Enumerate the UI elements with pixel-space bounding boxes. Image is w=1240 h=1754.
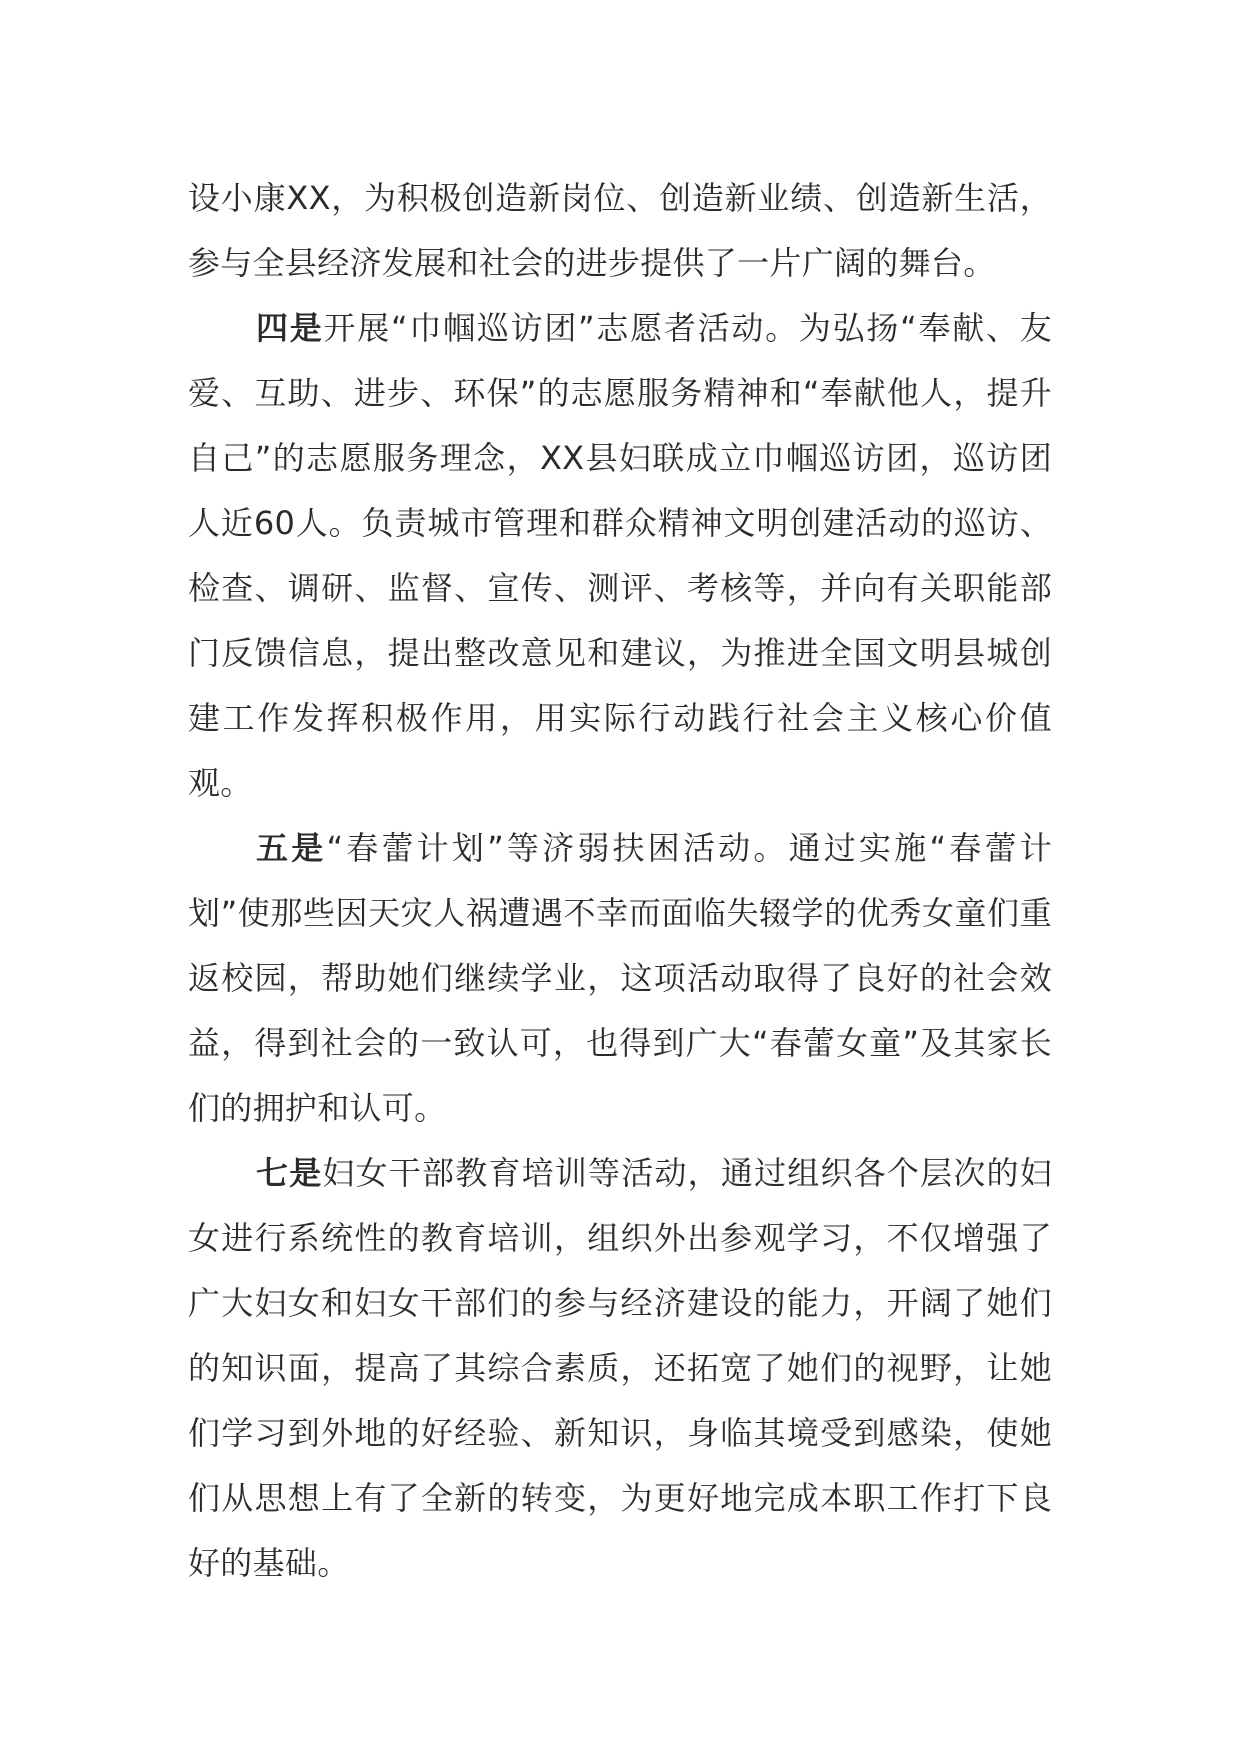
paragraph-point-five [188, 816, 1052, 1141]
paragraph-text: 开展“巾帼巡访团”志愿者活动。为弘扬“奉献、友爱、互助、进步、环保”的志愿服务精神和“奉献他人，提升自己”的志愿服务理念，XX县妇联成立巾帼巡访团，巡访团人近60人。负责城市管理和群众精神文明创建活动的巡访、检查、调研、监督、宣传、测评、考核等，并向有关职能部门反馈信息，提出整改意见和建议，为推进全国文明县城创建工作发挥积极作用，用实际行动践行社会主义核心价值观。 [188, 309, 1052, 802]
paragraph-lead: 五是 [256, 829, 327, 867]
paragraph-text: 设小康XX，为积极创造新岗位、创造新业绩、创造新生活，参与全县经济发展和社会的进步提供了一片广阔的舞台。 [188, 179, 1052, 282]
paragraph-text: “春蕾计划”等济弱扶困活动。通过实施“春蕾计划”使那些因天灾人祸遭遇不幸而面临失辍学的优秀女童们重返校园，帮助她们继续学业，这项活动取得了良好的社会效益，得到社会的一致认可，也得到广大“春蕾女童”及其家长们的拥护和认可。 [188, 829, 1052, 1127]
paragraph-point-four [188, 296, 1052, 816]
paragraph-lead: 七是 [256, 1154, 323, 1192]
document-body [188, 166, 1052, 1596]
paragraph-lead: 四是 [256, 309, 324, 347]
paragraph-point-seven [188, 1141, 1052, 1596]
paragraph-continuation [188, 166, 1052, 296]
paragraph-text: 妇女干部教育培训等活动，通过组织各个层次的妇女进行系统性的教育培训，组织外出参观学习，不仅增强了广大妇女和妇女干部们的参与经济建设的能力，开阔了她们的知识面，提高了其综合素质，还拓宽了她们的视野，让她们学习到外地的好经验、新知识，身临其境受到感染，使她们从思想上有了全新的转变，为更好地完成本职工作打下良好的基础。 [188, 1154, 1052, 1582]
